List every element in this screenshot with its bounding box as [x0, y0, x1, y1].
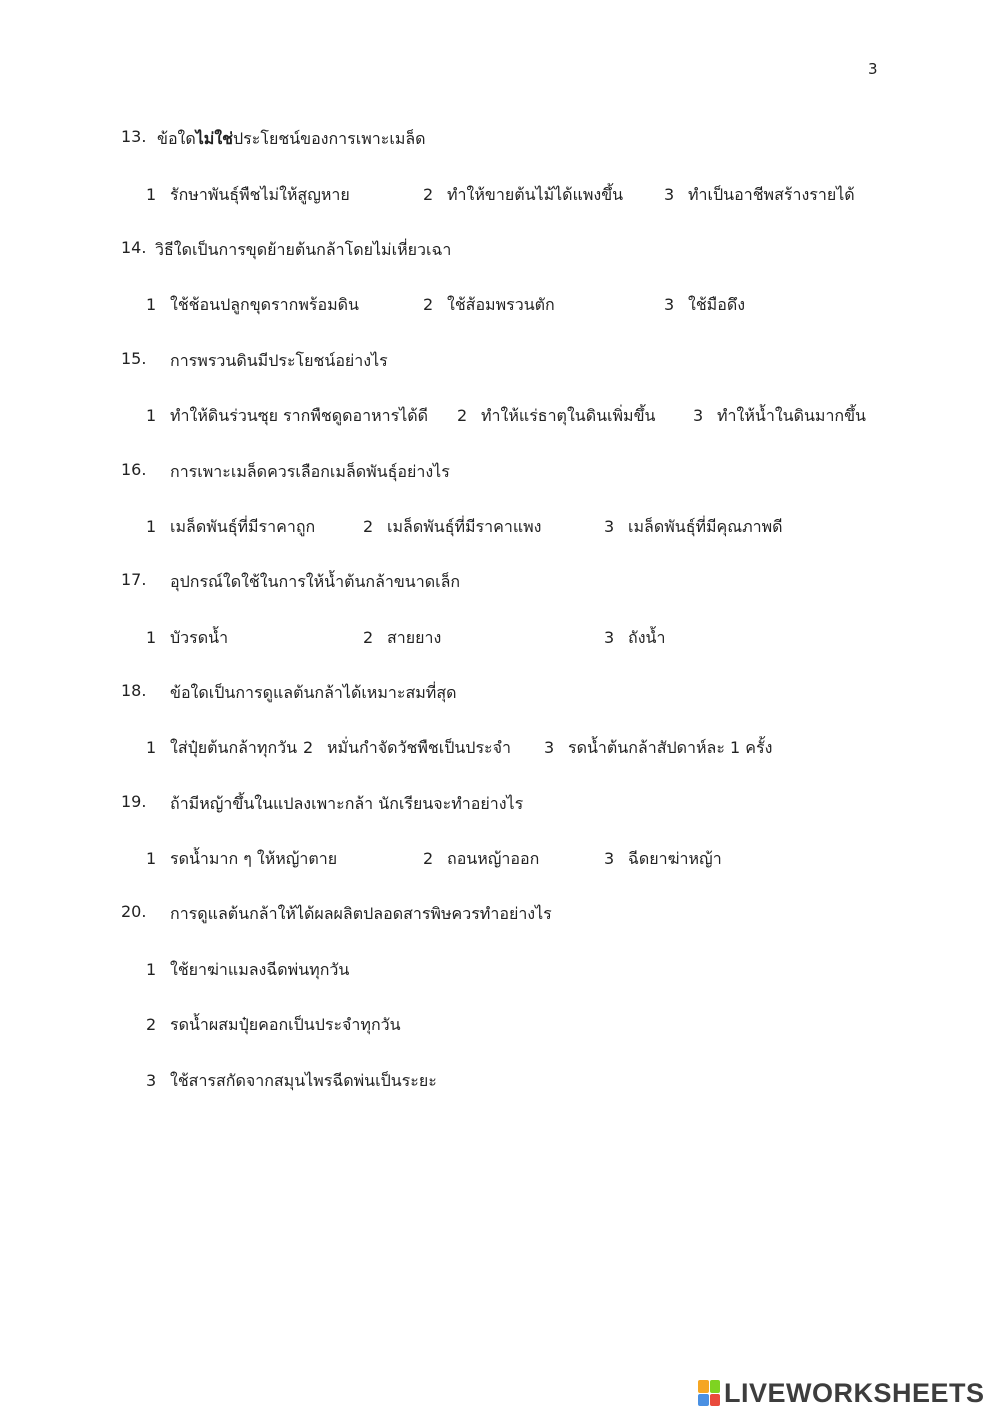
- question-18-text: ข้อใดเป็นการดูแลต้นกล้าได้เหมาะสมที่สุด: [170, 683, 457, 702]
- question-17-text: อุปกรณ์ใดใช้ในการให้น้ำต้นกล้าขนาดเล็ก: [170, 572, 461, 591]
- question-14-option-3[interactable]: 3 ใช้มือดึง: [664, 295, 746, 314]
- question-18-number: 18.: [121, 681, 147, 700]
- question-13-option-3[interactable]: 3 ทำเป็นอาชีพสร้างรายได้: [664, 185, 855, 204]
- question-15-option-3[interactable]: 3 ทำให้น้ำในดินมากขึ้น: [693, 406, 866, 425]
- logo-text: LIVEWORKSHEETS: [724, 1377, 985, 1408]
- question-18-option-1[interactable]: 1 ใส่ปุ๋ยต้นกล้าทุกวัน: [146, 738, 298, 757]
- logo-square-3: [698, 1394, 709, 1407]
- question-20-option-2[interactable]: 2 รดน้ำผสมปุ๋ยคอกเป็นประจำทุกวัน: [146, 1015, 401, 1034]
- question-16-option-3[interactable]: 3 เมล็ดพันธุ์ที่มีคุณภาพดี: [604, 517, 783, 536]
- question-16-text: การเพาะเมล็ดควรเลือกเมล็ดพันธุ์อย่างไร: [170, 462, 450, 481]
- question-20-number: 20.: [121, 902, 147, 921]
- question-14-option-2[interactable]: 2 ใช้ส้อมพรวนตัก: [423, 295, 555, 314]
- question-14-number: 14.: [121, 238, 147, 257]
- question-17-number: 17.: [121, 570, 147, 589]
- question-19-number: 19.: [121, 792, 147, 811]
- question-13-option-2[interactable]: 2 ทำให้ขายต้นไม้ได้แพงขึ้น: [423, 185, 624, 204]
- question-19-option-2[interactable]: 2 ถอนหญ้าออก: [423, 849, 540, 868]
- question-20-option-3[interactable]: 3 ใช้สารสกัดจากสมุนไพรฉีดพ่นเป็นระยะ: [146, 1071, 437, 1090]
- logo-mark-icon: [698, 1380, 720, 1406]
- question-15-text: การพรวนดินมีประโยชน์อย่างไร: [170, 351, 388, 370]
- question-15-option-2[interactable]: 2 ทำให้แร่ธาตุในดินเพิ่มขึ้น: [457, 406, 656, 425]
- question-19-text: ถ้ามีหญ้าขึ้นในแปลงเพาะกล้า นักเรียนจะทำอย่างไร: [170, 794, 524, 813]
- question-13-number: 13.: [121, 127, 147, 146]
- question-14-option-1[interactable]: 1 ใช้ช้อนปลูกขุดรากพร้อมดิน: [146, 295, 359, 314]
- question-16-number: 16.: [121, 460, 147, 479]
- question-15-number: 15.: [121, 349, 147, 368]
- question-17-option-2[interactable]: 2 สายยาง: [363, 628, 442, 647]
- logo-square-4: [710, 1394, 721, 1407]
- question-20-text: การดูแลต้นกล้าให้ได้ผลผลิตปลอดสารพิษควรทำอย่างไร: [170, 904, 552, 923]
- question-18-option-3[interactable]: 3 รดน้ำต้นกล้าสัปดาห์ละ 1 ครั้ง: [544, 738, 773, 757]
- question-19-option-3[interactable]: 3 ฉีดยาฆ่าหญ้า: [604, 849, 722, 868]
- question-16-option-1[interactable]: 1 เมล็ดพันธุ์ที่มีราคาถูก: [146, 517, 316, 536]
- question-20-option-1[interactable]: 1 ใช้ยาฆ่าแมลงฉีดพ่นทุกวัน: [146, 960, 350, 979]
- question-13-option-1[interactable]: 1 รักษาพันธุ์พืชไม่ให้สูญหาย: [146, 185, 350, 204]
- question-17-option-1[interactable]: 1 บัวรดน้ำ: [146, 628, 229, 647]
- liveworksheets-logo[interactable]: [698, 1377, 985, 1409]
- question-18-option-2[interactable]: 2 หมั่นกำจัดวัชพืชเป็นประจำ: [303, 738, 511, 757]
- question-14-text: วิธีใดเป็นการขุดย้ายต้นกล้าโดยไม่เหี่ยวเฉา: [155, 240, 452, 259]
- question-13-text: ข้อใดไม่ใช่ประโยชน์ของการเพาะเมล็ด: [157, 129, 426, 148]
- question-15-option-1[interactable]: 1 ทำให้ดินร่วนซุย รากพืชดูดอาหารได้ดี: [146, 406, 429, 425]
- page-number: 3: [868, 60, 878, 78]
- logo-square-1: [698, 1380, 709, 1393]
- question-17-option-3[interactable]: 3 ถังน้ำ: [604, 628, 666, 647]
- question-19-option-1[interactable]: 1 รดน้ำมาก ๆ ให้หญ้าตาย: [146, 849, 338, 868]
- question-16-option-2[interactable]: 2 เมล็ดพันธุ์ที่มีราคาแพง: [363, 517, 542, 536]
- logo-square-2: [710, 1380, 721, 1393]
